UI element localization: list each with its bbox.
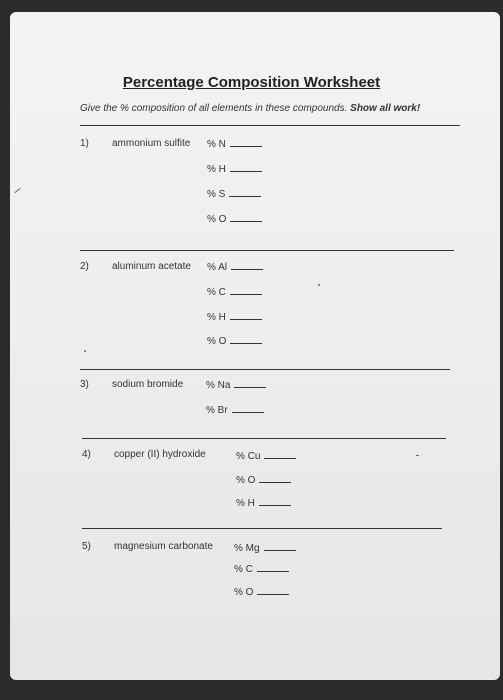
answer-blank[interactable] [230, 311, 262, 320]
element-line [207, 335, 262, 347]
element-label: % Al [207, 262, 228, 273]
answer-blank[interactable] [264, 542, 296, 551]
problem-number: 1) [80, 138, 89, 149]
answer-blank[interactable] [230, 163, 262, 172]
element-label: % H [207, 312, 226, 323]
divider-rule [82, 438, 446, 439]
element-line [236, 450, 296, 462]
answer-blank[interactable] [229, 188, 261, 197]
element-label: % Br [206, 405, 228, 416]
element-label: % Cu [236, 451, 261, 462]
element-label: % H [236, 498, 255, 509]
instructions [80, 103, 420, 114]
answer-blank[interactable] [264, 450, 296, 459]
problem-number: 2) [80, 261, 89, 272]
element-label: % Na [206, 380, 231, 391]
answer-blank[interactable] [234, 379, 266, 388]
compound-name: sodium bromide [112, 379, 184, 390]
element-line [207, 261, 263, 273]
element-line [236, 474, 291, 486]
element-line [207, 163, 262, 175]
element-line [234, 586, 289, 598]
element-label: % O [207, 214, 227, 225]
pen-mark [84, 350, 86, 352]
element-label: % O [207, 336, 227, 347]
divider-rule [82, 528, 442, 529]
problem-number: 5) [82, 541, 91, 552]
element-label: % S [207, 189, 226, 200]
element-line [207, 311, 262, 323]
problem-number: 4) [82, 449, 91, 460]
answer-blank[interactable] [259, 497, 291, 506]
problem-number: 3) [80, 379, 89, 390]
element-label: % O [236, 475, 256, 486]
element-label: % Mg [234, 543, 260, 554]
element-line [206, 379, 266, 391]
answer-blank[interactable] [231, 261, 263, 270]
answer-blank[interactable] [230, 213, 262, 222]
divider-rule [80, 250, 454, 251]
element-label: % C [234, 564, 253, 575]
element-line [206, 404, 264, 416]
element-line [207, 286, 262, 298]
divider-rule [80, 369, 450, 370]
element-line [207, 188, 261, 200]
element-label: % O [234, 587, 254, 598]
element-line [236, 497, 291, 509]
answer-blank[interactable] [230, 138, 262, 147]
element-label: % H [207, 164, 226, 175]
element-line [234, 563, 289, 575]
pen-mark [318, 284, 320, 286]
pen-mark [416, 455, 419, 456]
instruction-text: Give the % composition of all elements in these compounds. [80, 103, 348, 114]
element-line [234, 542, 296, 554]
element-label: % C [207, 287, 226, 298]
answer-blank[interactable] [257, 586, 289, 595]
answer-blank[interactable] [257, 563, 289, 572]
element-line [207, 138, 262, 150]
compound-name: magnesium carbonate [114, 541, 213, 552]
answer-blank[interactable] [259, 474, 291, 483]
compound-name: aluminum acetate [112, 261, 191, 272]
divider-rule [80, 125, 460, 126]
page-title: Percentage Composition Worksheet [122, 74, 381, 91]
compound-name: ammonium sulfite [112, 138, 191, 149]
answer-blank[interactable] [230, 286, 262, 295]
compound-name: copper (II) hydroxide [114, 449, 206, 460]
element-line [207, 213, 262, 225]
answer-blank[interactable] [230, 335, 262, 344]
answer-blank[interactable] [232, 404, 264, 413]
element-label: % N [207, 139, 226, 150]
instruction-emphasis: Show all work! [350, 103, 421, 114]
